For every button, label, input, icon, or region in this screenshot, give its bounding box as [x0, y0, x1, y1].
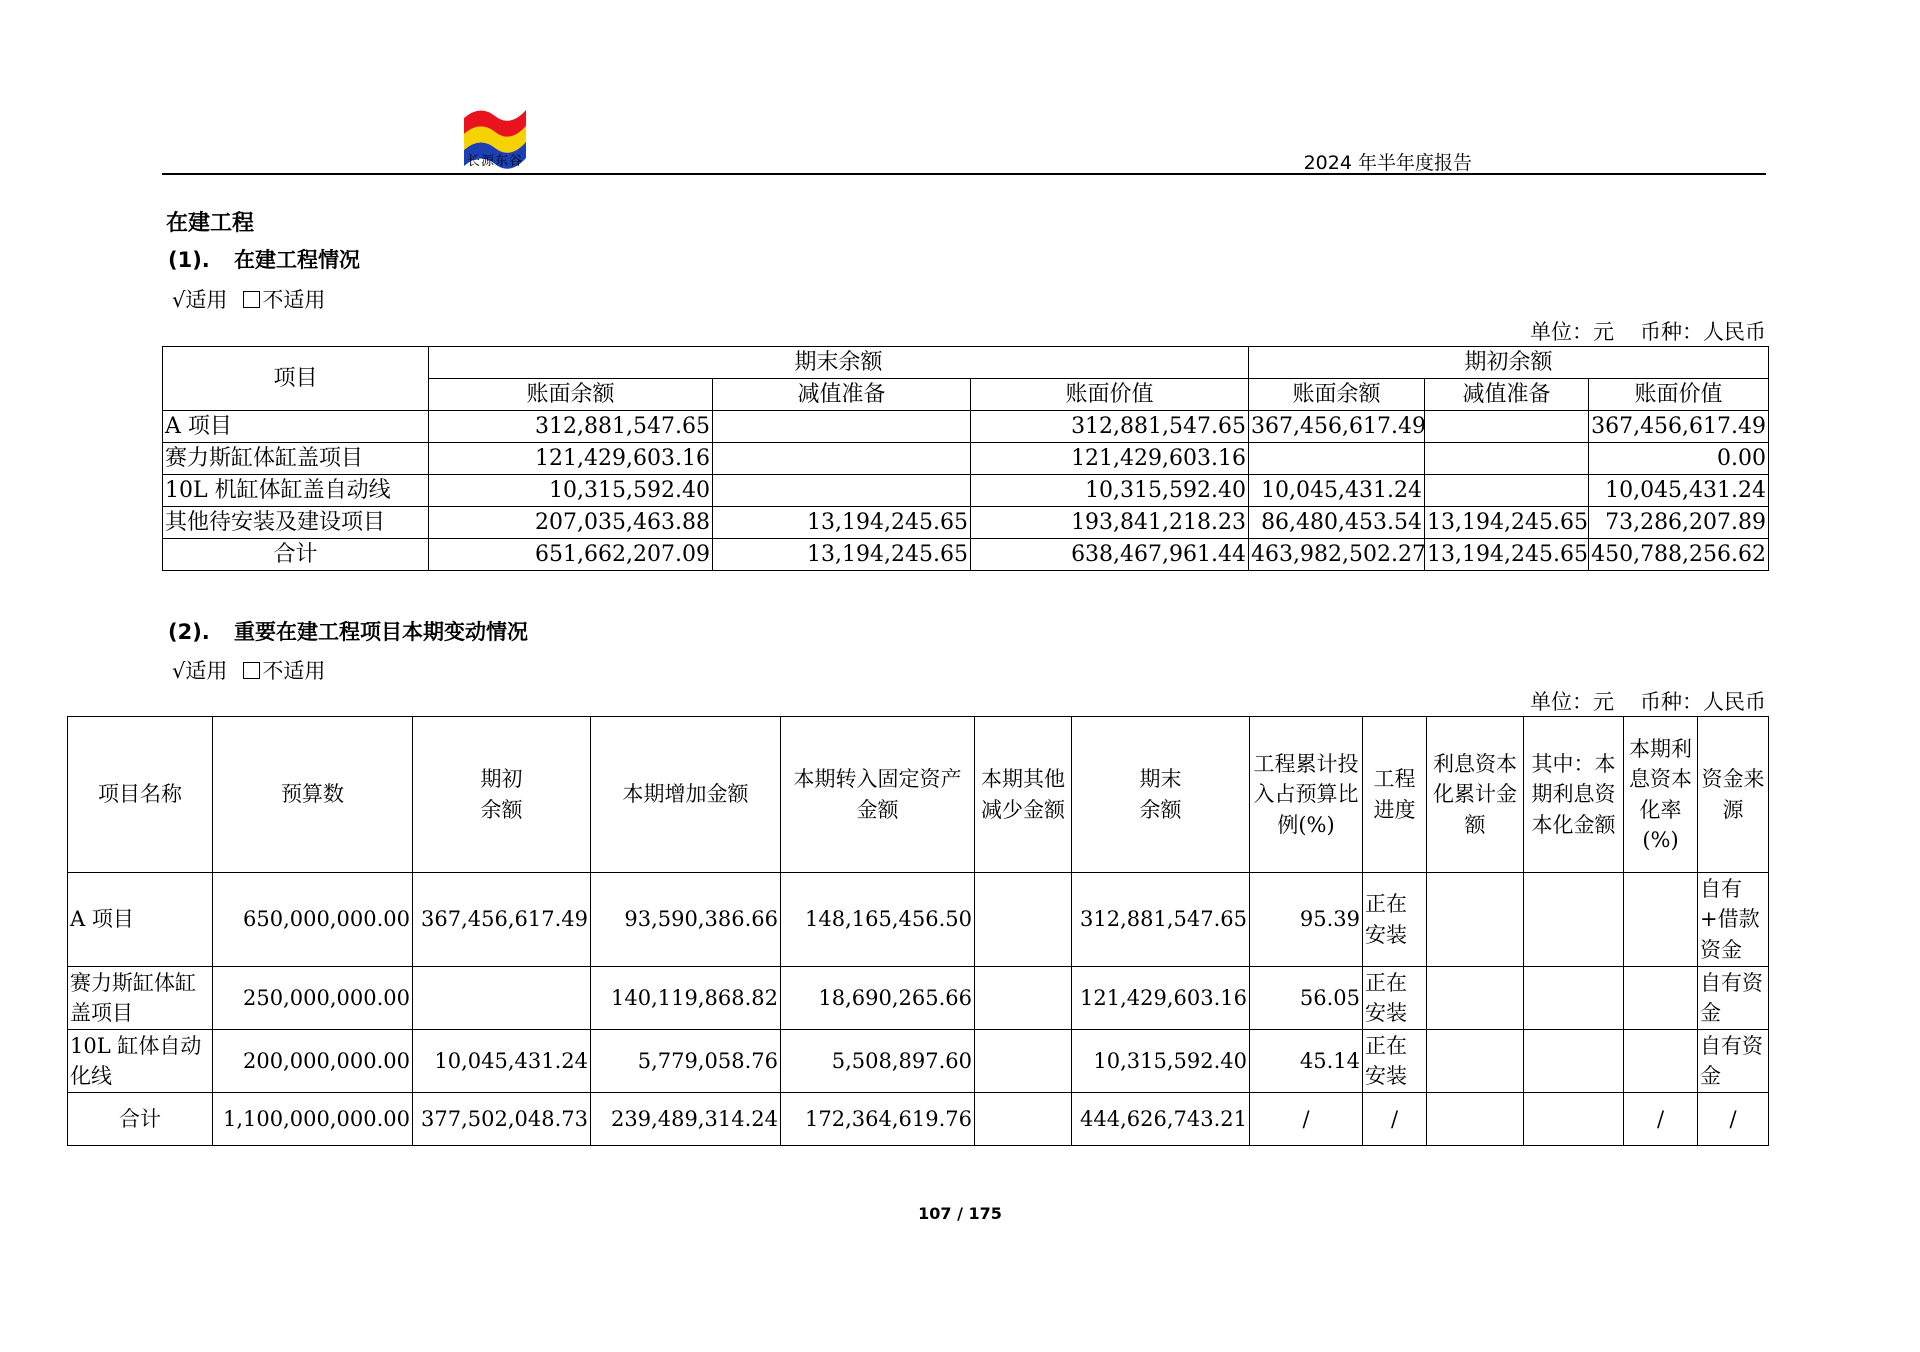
unit-label: 单位：元: [1530, 690, 1614, 714]
header-fund-source: 资金来源: [1698, 717, 1769, 873]
table-cell: 239,489,314.24: [591, 1093, 781, 1146]
table-cell: 148,165,456.50: [781, 873, 975, 967]
table-row: [68, 1030, 1769, 1093]
subheader-cell: 账面余额: [429, 379, 713, 411]
table-cell: [1624, 873, 1698, 967]
row-label: 赛力斯缸体缸盖项目: [68, 967, 213, 1030]
table-cell: 5,508,897.60: [781, 1030, 975, 1093]
table-cell: 73,286,207.89: [1589, 507, 1769, 539]
table-cell: 10,315,592.40: [1072, 1030, 1250, 1093]
not-applicable-label: 不适用: [262, 659, 326, 683]
table-row: [163, 443, 1769, 475]
checkbox-icon: [243, 662, 260, 679]
subheader-cell: 账面价值: [1589, 379, 1769, 411]
header-other-decrease: 本期其他减少金额: [975, 717, 1072, 873]
table-cell: 200,000,000.00: [213, 1030, 413, 1093]
not-applicable-label: 不适用: [262, 288, 326, 312]
header-row: [68, 717, 1769, 873]
table-cell: /: [1624, 1093, 1698, 1146]
table-cell: [1524, 1093, 1624, 1146]
table-cell: 312,881,547.65: [971, 411, 1249, 443]
subheader-cell: 减值准备: [713, 379, 971, 411]
checkbox-icon: [243, 291, 260, 308]
table-cell: [1427, 1030, 1524, 1093]
subsection-1-title: 在建工程情况: [234, 248, 360, 272]
table-cell: [1249, 443, 1425, 475]
table-cell: [1524, 967, 1624, 1030]
table-cell: 正在安装: [1363, 967, 1427, 1030]
table-cell: 86,480,453.54: [1249, 507, 1425, 539]
header-capitalized-interest: 利息资本化累计金额: [1427, 717, 1524, 873]
table-cell: [975, 967, 1072, 1030]
table-row: [68, 967, 1769, 1030]
subsection-2-title: 重要在建工程项目本期变动情况: [234, 620, 528, 644]
table-cell: 自有资金: [1698, 1030, 1769, 1093]
table-cell: 5,779,058.76: [591, 1030, 781, 1093]
table-cell: 10,045,431.24: [413, 1030, 591, 1093]
row-label: 其他待安装及建设项目: [163, 507, 429, 539]
report-title: 2024 年半年度报告: [1303, 152, 1472, 174]
construction-in-progress-table: [162, 346, 1769, 571]
table-cell: [1624, 967, 1698, 1030]
table-row: [68, 873, 1769, 967]
header-end-balance: 期末余额: [429, 347, 1249, 379]
table-cell: 13,194,245.65: [1425, 539, 1589, 571]
table-cell: 自有+借款资金: [1698, 873, 1769, 967]
table-cell: 121,429,603.16: [429, 443, 713, 475]
table-cell: 13,194,245.65: [713, 539, 971, 571]
table-cell: [975, 873, 1072, 967]
table-cell: [1624, 1030, 1698, 1093]
table-cell: 377,502,048.73: [413, 1093, 591, 1146]
row-label: 10L 缸体自动化线: [68, 1030, 213, 1093]
table-cell: 13,194,245.65: [713, 507, 971, 539]
applicability-1: [172, 284, 325, 314]
table-cell: [1425, 411, 1589, 443]
table-cell: [975, 1030, 1072, 1093]
subheader-cell: 账面余额: [1249, 379, 1425, 411]
table-cell: 250,000,000.00: [213, 967, 413, 1030]
table-cell: 444,626,743.21: [1072, 1093, 1250, 1146]
table-cell: 172,364,619.76: [781, 1093, 975, 1146]
table-cell: [1427, 873, 1524, 967]
table-cell: 450,788,256.62: [1589, 539, 1769, 571]
table-cell: 1,100,000,000.00: [213, 1093, 413, 1146]
table-cell: [1524, 873, 1624, 967]
table-cell: 638,467,961.44: [971, 539, 1249, 571]
table-cell: 18,690,265.66: [781, 967, 975, 1030]
table-cell: 0.00: [1589, 443, 1769, 475]
table-cell: 121,429,603.16: [971, 443, 1249, 475]
table-cell: [1427, 1093, 1524, 1146]
subsection-2-number: (2).: [168, 620, 210, 644]
table-cell: 367,456,617.49: [1589, 411, 1769, 443]
unit-label: 单位：元: [1530, 320, 1614, 344]
table-cell: [713, 475, 971, 507]
table-cell: 正在安装: [1363, 873, 1427, 967]
unit-currency-1: [1530, 316, 1766, 346]
table-cell: [1524, 1030, 1624, 1093]
row-label: A 项目: [68, 873, 213, 967]
table-cell: 140,119,868.82: [591, 967, 781, 1030]
table-cell: 95.39: [1250, 873, 1363, 967]
table-row: [163, 507, 1769, 539]
row-label: 10L 机缸体缸盖自动线: [163, 475, 429, 507]
table-cell: 10,045,431.24: [1249, 475, 1425, 507]
total-row: [163, 539, 1769, 571]
header-budget: 预算数: [213, 717, 413, 873]
table-cell: [1427, 967, 1524, 1030]
table-cell: 自有资金: [1698, 967, 1769, 1030]
page-number: 107 / 175: [918, 1204, 1002, 1223]
total-row: [68, 1093, 1769, 1146]
table-cell: 207,035,463.88: [429, 507, 713, 539]
table-cell: /: [1250, 1093, 1363, 1146]
table-cell: [713, 411, 971, 443]
header-begin-balance: 期初余额: [1249, 347, 1769, 379]
table-cell: 10,315,592.40: [429, 475, 713, 507]
row-label: A 项目: [163, 411, 429, 443]
unit-currency-2: [1530, 686, 1766, 716]
table-cell: 10,315,592.40: [971, 475, 1249, 507]
table-cell: 45.14: [1250, 1030, 1363, 1093]
header-progress: 工程进度: [1363, 717, 1427, 873]
header-increase: 本期增加金额: [591, 717, 781, 873]
table-cell: 651,662,207.09: [429, 539, 713, 571]
table-cell: [413, 967, 591, 1030]
header-project-name: 项目名称: [68, 717, 213, 873]
applicable-check-label: √适用: [172, 288, 228, 312]
subheader-cell: 减值准备: [1425, 379, 1589, 411]
table-cell: 193,841,218.23: [971, 507, 1249, 539]
table-cell: [713, 443, 971, 475]
currency-label: 币种：人民币: [1640, 690, 1766, 714]
header-capitalization-rate: 本期利息资本化率(%): [1624, 717, 1698, 873]
row-label: 赛力斯缸体缸盖项目: [163, 443, 429, 475]
table-cell: [975, 1093, 1072, 1146]
row-label: 合计: [68, 1093, 213, 1146]
header-transfer-fixed-assets: 本期转入固定资产金额: [781, 717, 975, 873]
row-label: 合计: [163, 539, 429, 571]
table-cell: 121,429,603.16: [1072, 967, 1250, 1030]
table-row: [163, 411, 1769, 443]
table-cell: /: [1363, 1093, 1427, 1146]
table-cell: 463,982,502.27: [1249, 539, 1425, 571]
table-cell: 56.05: [1250, 967, 1363, 1030]
header-item: 项目: [163, 347, 429, 411]
table-cell: [1425, 475, 1589, 507]
currency-label: 币种：人民币: [1640, 320, 1766, 344]
subsection-1-number: (1).: [168, 248, 210, 272]
table-cell: [1425, 443, 1589, 475]
header-budget-ratio: 工程累计投入占预算比例(%): [1250, 717, 1363, 873]
applicable-check-label: √适用: [172, 659, 228, 683]
table-cell: /: [1698, 1093, 1769, 1146]
table-cell: 367,456,617.49: [1249, 411, 1425, 443]
subsection-2-heading: [168, 616, 528, 646]
table-cell: 10,045,431.24: [1589, 475, 1769, 507]
table-cell: 367,456,617.49: [413, 873, 591, 967]
applicability-2: [172, 655, 325, 685]
table-cell: 13,194,245.65: [1425, 507, 1589, 539]
subheader-cell: 账面价值: [971, 379, 1249, 411]
table-cell: 312,881,547.65: [1072, 873, 1250, 967]
table-row: [163, 475, 1769, 507]
table-cell: 93,590,386.66: [591, 873, 781, 967]
header-divider: [162, 173, 1766, 175]
subsection-1-heading: [168, 244, 360, 274]
table-cell: 正在安装: [1363, 1030, 1427, 1093]
table-cell: 312,881,547.65: [429, 411, 713, 443]
header-end-balance: 期末余额: [1072, 717, 1250, 873]
logo-text: 长源东谷: [466, 154, 523, 169]
major-projects-change-table: [67, 716, 1769, 1146]
table-cell: 650,000,000.00: [213, 873, 413, 967]
header-begin-balance: 期初余额: [413, 717, 591, 873]
header-period-capitalized-interest: 其中：本期利息资本化金额: [1524, 717, 1624, 873]
section-title: 在建工程: [166, 211, 255, 236]
